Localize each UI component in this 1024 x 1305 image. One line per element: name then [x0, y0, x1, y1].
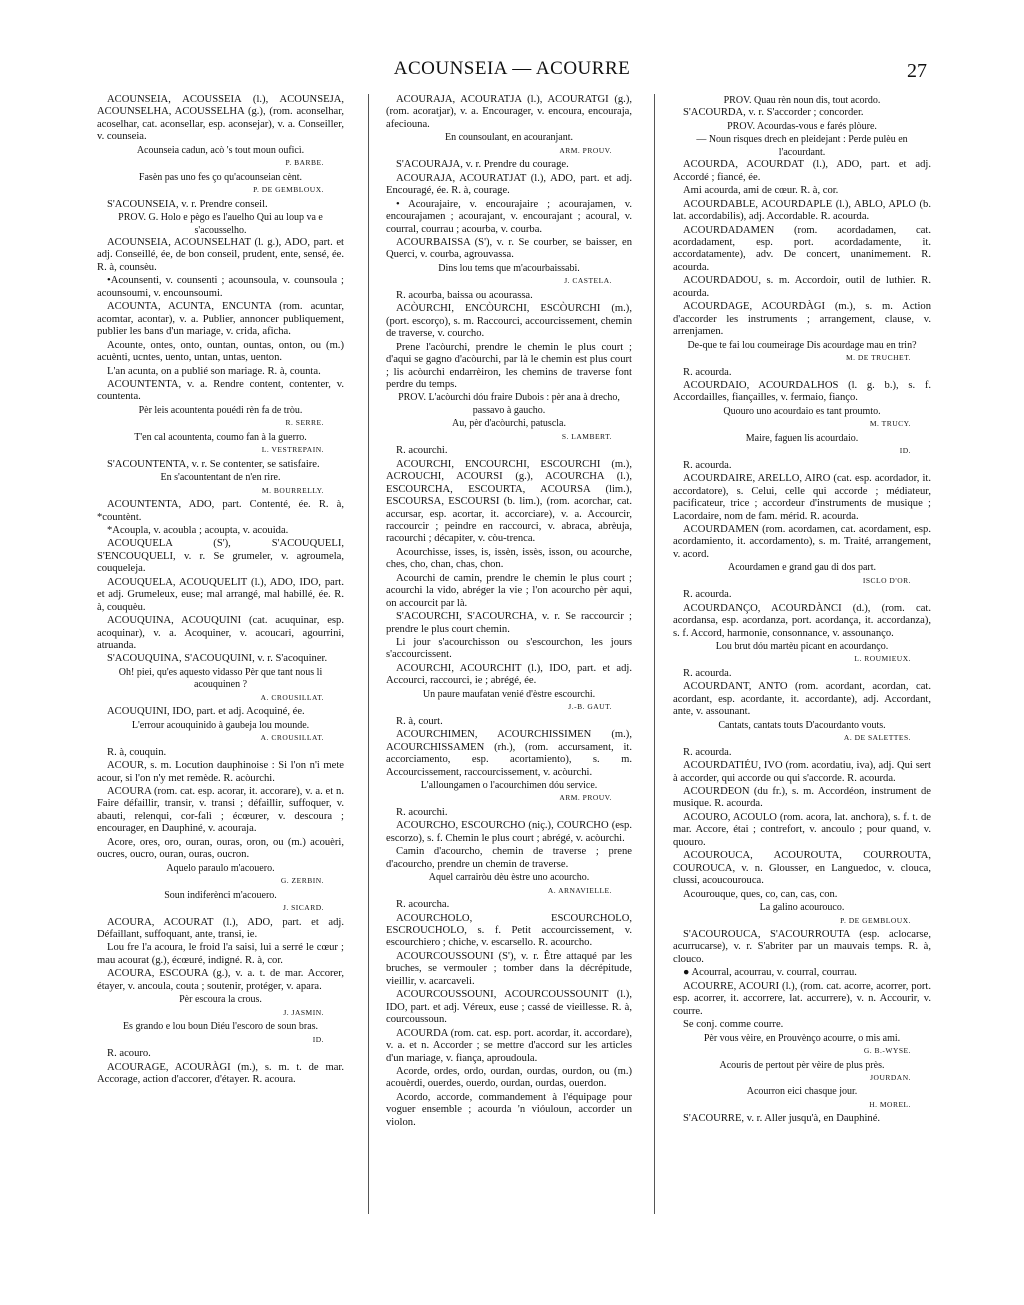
page-number: 27	[907, 60, 927, 82]
quotation: En counsoulant, en acouranjant.	[444, 132, 573, 144]
dictionary-entry: R. acourchi.	[396, 445, 448, 457]
quotation-attribution: A. ARNAVIELLE.	[547, 885, 612, 895]
column-1	[97, 94, 344, 1234]
dictionary-entry: ACOURBAISSA (S'), v. r. Se courber, se baisser, en Querci, v. courba, agrouvassa.	[386, 236, 632, 261]
dictionary-entry: ACOURA, ACOURAT (l.), ADO, part. et adj. Défaillant, suffoquant, ante, transi, ie.	[97, 916, 344, 940]
dictionary-columns	[97, 94, 933, 1244]
dictionary-entry: ACOURDAIO, ACOURDALHOS (l. g. b.), s. f. Accordailles, fiançailles, v. fermaio, fianço.	[673, 379, 931, 404]
dictionary-entry: S'ACOUROUCA, S'ACOURROUTA (esp. aclocarse, acurrucarse), v. r. S'abriter par un mauvais temps. R. à, clouco.	[673, 929, 931, 965]
dictionary-entry: R. acourchi.	[396, 806, 448, 818]
dictionary-entry: •Acounsenti, v. counsenti ; acounsoula, v. counsoula ; acounsoumi, v. encounsoumi.	[97, 275, 344, 299]
dictionary-entry: ACOUNTENTA, v. a. Rendre content, contenter, v. countenta.	[97, 378, 344, 403]
quotation-attribution: JOURDAN.	[870, 1072, 911, 1082]
quotation-attribution: L. VESTREPAIN.	[261, 445, 324, 455]
quotation: Maire, faguen lis acourdaio.	[745, 432, 859, 444]
quotation-attribution: J. SICARD.	[282, 903, 324, 913]
quotation: PROV. Quau rèn noun dis, tout acordo.	[723, 95, 881, 106]
quotation: Pèr leis acountenta pouédi rèn fa de tròu.	[138, 404, 303, 416]
dictionary-entry: R. acourda.	[683, 589, 732, 601]
quotation: Quouro uno acourdaio es tant proumto.	[723, 405, 881, 417]
dictionary-entry: ACOURDADAMEN (rom. acordadamen, cat. acordadament, esp. port. acordadamente, it. accordatamente), adv. De concert, unanimement. R. acourda.	[673, 224, 931, 273]
quotation: Au, pèr d'acòurchi, patuscla.	[452, 418, 566, 430]
dictionary-entry: R. acourda.	[683, 366, 732, 378]
quotation: Acourron eici chasque jour.	[746, 1086, 858, 1098]
dictionary-entry: ACOUQUINA, ACOUQUINI (cat. acuquinar, esp. acoquinar), v. a. Acoquiner, v. acoucari, agourrini, atruanda.	[97, 615, 344, 652]
dictionary-entry: • Acourajaire, v. encourajaire ; acourajamen, v. encourajamen ; acourajant, v. encourajant ; acoural, v. courral, courrau ; acourba, v. courba.	[386, 198, 632, 235]
dictionary-entry: R. à, couquin.	[107, 746, 167, 758]
dictionary-entry: R. acourba, baissa ou acourassa.	[396, 289, 533, 301]
quotation-attribution: A. DE SALETTES.	[843, 733, 911, 743]
dictionary-entry: S'ACOUNSEIA, v. r. Prendre conseil.	[107, 198, 268, 210]
quotation-attribution: J. CASTELA.	[564, 276, 612, 286]
dictionary-entry: ACOUQUINI, IDO, part. et adj. Acoquiné, ée.	[107, 706, 305, 718]
dictionary-entry: R. acourda.	[683, 667, 732, 679]
dictionary-entry: ACOURCOUSSOUNI (S'), v. r. Être attaqué par les bruches, se vermouler ; tomber dans la décrépitude, vieillir, v. acarcaveli.	[386, 950, 632, 987]
dictionary-entry: S'ACOURDA, v. r. S'accorder ; concorder.	[683, 107, 864, 119]
quotation: De-que te fai lou coumeirage Dis acourdage mau en trin?	[687, 339, 917, 351]
dictionary-entry: Se conj. comme courre.	[683, 1019, 784, 1031]
quotation-attribution: M. BOURRELLY.	[261, 485, 324, 495]
dictionary-entry: ACOURCHI, ACOURCHIT (l.), IDO, part. et adj. Accourci, raccourci, ie ; abrégé, ée.	[386, 662, 632, 687]
dictionary-entry: ● Acourral, acourrau, v. courral, courrau.	[683, 967, 857, 979]
dictionary-entry: R. à, court.	[396, 715, 443, 727]
dictionary-entry: ACOURCHIMEN, ACOURCHISSIMEN (m.), ACOURCHISSAMEN (rh.), (rom. accursament, it. accorciamento, esp. acortamiento), s. m. Accourcissement, raccourcissement, v. acòurchi.	[386, 729, 632, 778]
dictionary-entry: ACOURDAGE, ACOURDÀGI (m.), s. m. Action d'accorder les instruments ; arrangement, clause, v. arrenjamen.	[673, 301, 931, 338]
quotation-attribution: J.-B. GAUT.	[568, 702, 612, 712]
dictionary-entry: S'ACOURCHI, S'ACOURCHA, v. r. Se raccourcir ; prendre le plus court chemin.	[386, 611, 632, 635]
quotation: Pèr vous vèire, en Prouvènço acourre, o mis ami.	[703, 1032, 901, 1044]
dictionary-entry: R. acourda.	[683, 459, 732, 471]
quotation-attribution: ARM. PROUV.	[559, 793, 612, 803]
quotation: Aquelo paraulo m'acouero.	[166, 862, 275, 874]
dictionary-entry: ACOURDATIÉU, IVO (rom. acordatiu, iva), adj. Qui sert à accorder, qui accorde ou qui s'accorde. R. acourda.	[673, 760, 931, 784]
dictionary-entry: ACOUNSEIA, ACOUNSELHAT (l. g.), ADO, part. et adj. Conseillé, ée, de bon conseil, prudent, ente, sensé, ée. R. à, counsèu.	[97, 236, 344, 273]
dictionary-entry: S'ACOURRE, v. r. Aller jusqu'à, en Dauphiné.	[683, 1113, 881, 1125]
dictionary-entry: ACOURDADOU, s. m. Accordoir, outil de luthier. R. acourda.	[673, 275, 931, 299]
dictionary-entry: ACOURCHOLO, ESCOURCHOLO, ESCROUCHOLO, s. f. Petit accourcissement, v. escourchiero ; chiche, v. escarsello. R. acourcho.	[386, 912, 632, 949]
quotation: PROV. Acourdas-vous e farés plòure.	[727, 120, 877, 132]
dictionary-entry: Acourchi de camin, prendre le chemin le plus court ; acourchi la vido, abréger la vie ; l'on acourcho pèr aqui, on accourcit par là.	[386, 572, 632, 609]
column-2	[386, 94, 632, 1234]
dictionary-entry: Li jour s'acourchisson ou s'escourchon, les jours s'accourcissent.	[386, 637, 632, 661]
quotation: Pèr escoura la crous.	[179, 994, 262, 1006]
quotation-attribution: ARM. PROUV.	[559, 145, 612, 155]
dictionary-entry: Acordo, accorde, commandement à l'équipage pour voguer ensemble ; acourda 'n vióuloun, accorder un violon.	[386, 1091, 632, 1128]
dictionary-entry: Acorde, ordes, ordo, ourdan, ourdas, ourdon, ou (m.) acouèrdi, ouerdes, ouerdo, ourdan, ourdas, ouerdon.	[386, 1065, 632, 1090]
quotation: Aquel carrairòu dèu èstre uno acourcho.	[428, 872, 590, 884]
dictionary-entry: ACOURA (rom. cat. esp. acorar, it. accorare), v. a. et n. Faire défaillir, transir, v. transi ; défaillir, suffoquer, v. abauti, relenqui, cor-falì ; écœurer, v. descoura ; encourager, en Dauphiné, v. acouraja.	[97, 786, 344, 835]
quotation: Acouris de pertout pèr vèire de plus près.	[719, 1059, 885, 1071]
dictionary-entry: S'ACOURAJA, v. r. Prendre du courage.	[396, 159, 569, 171]
dictionary-entry: ACOURDAIRE, ARELLO, AIRO (cat. esp. acordador, it. accordatore), s. Celui, celle qui accorde ; médiateur, pacificateur, trice ; accordeur d'instruments de musique ; Lacordaire, nom de fam. mérid. R. acourda.	[673, 473, 931, 522]
dictionary-entry: Camin d'acourcho, chemin de traverse ; prene d'acourcho, prendre un chemin de traverse.	[386, 846, 632, 870]
quotation: Es grando e lou boun Diéu l'escoro de soun bras.	[122, 1021, 319, 1033]
dictionary-entry: ACOUNTA, ACUNTA, ENCUNTA (rom. acuntar, acomtar, acontar), v. a. Publier, annoncer publiquement, publier les bans d'un mariage, v. crida, aficha.	[97, 301, 344, 338]
dictionary-entry: ACOUQUELA, ACOUQUELIT (l.), ADO, IDO, part. et adj. Grumeleux, euse; mal arrangé, mal habillé, ée. R. à, couquèu.	[97, 576, 344, 613]
dictionary-entry: ACOUNTENTA, ADO, part. Contenté, ée. R. à, *countènt.	[97, 499, 344, 523]
dictionary-entry: Acounte, ontes, onto, ountan, ountas, onton, ou (m.) acuènti, ucntes, uento, untan, untas, uenton.	[97, 339, 344, 364]
dictionary-entry: ACOURCHO, ESCOURCHO (niç.), COURCHO (esp. escorzo), s. f. Chemin le plus court ; abrégé, v. acòurchi.	[386, 820, 632, 844]
quotation: PROV. G. Holo e pègo es l'auelho Qui au loup va e s'acousselho.	[118, 212, 323, 236]
quotation: Dins lou tems que m'acourbaissabi.	[438, 262, 580, 274]
quotation: L'errour acouquinido à gaubeja lou mounde.	[131, 719, 310, 731]
quotation: Un paure maufatan venié d'èstre escourchi.	[422, 688, 596, 700]
dictionary-entry: S'ACOUNTENTA, v. r. Se contenter, se satisfaire.	[107, 458, 320, 470]
quotation: Acounseia cadun, acò 's tout moun ouficì.	[136, 144, 305, 156]
quotation-attribution: S. LAMBERT.	[561, 431, 612, 441]
column-divider	[368, 94, 369, 1214]
quotation: En s'acountentant de n'en rire.	[160, 472, 281, 484]
quotation: PROV. L'acòurchi dóu fraire Dubois : pèr ana à drecho, passavo à gaucho.	[398, 392, 620, 416]
dictionary-entry: R. acouro.	[107, 1048, 151, 1060]
dictionary-entry: ACOURDA (rom. cat. esp. port. acordar, it. accordare), v. a. et n. Accorder ; se mettre d'accord sur les articles d'un mariage, v. fiança, aproudoula.	[386, 1027, 632, 1064]
dictionary-entry: ACOURRE, ACOURI (l.), (rom. cat. acorre, acorrer, port. esp. acorrer, it. accorrere, lat. accurrere), v. n. Accourir, v. courre.	[673, 980, 931, 1017]
dictionary-entry: ACOUR, s. m. Locution dauphinoise : Si l'on n'i mete acour, si l'on n'y met remède. R. acòurchi.	[97, 760, 344, 784]
dictionary-entry: ACOUROUCA, ACOUROUTA, COURROUTA, COUROUCA, v. n. Glousser, en Languedoc, v. clouca, clussi, acoucourouca.	[673, 850, 931, 887]
dictionary-entry: L'an acunta, on a publié son mariage. R. à, counta.	[107, 365, 321, 377]
dictionary-entry: R. acourda.	[683, 746, 732, 758]
quotation-attribution: P. DE GEMBLOUX.	[253, 185, 324, 195]
dictionary-entry: S'ACOUQUINA, S'ACOUQUINI, v. r. S'acoquiner.	[107, 653, 328, 665]
quotation: La galino acourouco.	[759, 902, 845, 914]
page-header	[0, 58, 1024, 88]
dictionary-entry: Prene l'acòurchi, prendre le chemin le plus court ; d'aqui se gagno d'acòurchi, par là le chemin est plus court ; lis acòurchi endarrèiron, les chemins de traverse font perdre du temps.	[386, 341, 632, 390]
dictionary-entry: ACOURAJA, ACOURATJA (l.), ACOURATGI (g.), (rom. acoratjar), v. a. Encourager, v. encoura, encouraja, afeciouna.	[386, 94, 632, 130]
quotation-attribution: J. JASMIN.	[283, 1007, 324, 1017]
dictionary-entry: ACOURDANT, ANTO (rom. acordant, acordan, cat. acordant, esp. acordante, it. accordante), adj. Accordant, ante, v. assounant.	[673, 681, 931, 718]
quotation: Soun indiferènci m'acouero.	[164, 889, 277, 901]
quotation-attribution: ID.	[312, 1034, 324, 1044]
dictionary-entry: Acourouque, ques, co, can, cas, con.	[683, 888, 838, 900]
dictionary-entry: ACOURDANÇO, ACOURDÀNCI (d.), (rom. cat. acordansa, esp. acordanza, port. acordança, it. accordanza), s. f. Accord, harmonie, consonnance, v. assounanço.	[673, 602, 931, 639]
quotation-attribution: L. ROUMIEUX.	[854, 654, 911, 664]
dictionary-entry: ACOURCOUSSOUNI, ACOURCOUSSOUNIT (l.), IDO, part. et adj. Véreux, euse ; cassé de vieillesse. R. à, courcoussoun.	[386, 989, 632, 1026]
dictionary-entry: *Acoupla, v. acoubla ; acoupta, v. acouida.	[107, 524, 289, 536]
quotation: T'en cal acountenta, coumo fan à la guerro.	[134, 431, 307, 443]
quotation-attribution: ISCLO D'OR.	[862, 575, 911, 585]
column-3	[673, 94, 931, 1234]
running-head: ACOUNSEIA — ACOURRE	[393, 58, 631, 79]
dictionary-entry: Acore, ores, oro, ouran, ouras, oron, ou (m.) acouèri, oucres, oucro, ouran, ouras, oucron.	[97, 836, 344, 861]
dictionary-entry: ACOURDEON (du fr.), s. m. Accordéon, instrument de musique. R. acourda.	[673, 786, 931, 810]
quotation-attribution: M. TRUCY.	[869, 419, 911, 429]
quotation-attribution: G. B.-WYSE.	[863, 1046, 911, 1056]
quotation: Cantats, cantats touts D'acourdanto vouts.	[718, 719, 886, 731]
dictionary-entry: ACOUNSEIA, ACOUSSEIA (l.), ACOUNSEJA, ACOUNSELHA, ACOUSSELHA (g.), (rom. aconselhar, acoselhar, cat. aconsellar, esp. aconsejar), v. a. Conseiller, v. counseia.	[97, 94, 344, 143]
dictionary-entry: ACÒURCHI, ENCÒURCHI, ESCÒURCHI (m.), (port. escorço), s. m. Raccourci, accourcissement, chemin de traverse, v. courcho.	[386, 303, 632, 340]
quotation-attribution: ID.	[899, 446, 911, 456]
dictionary-entry: ACOURAGE, ACOURÀGI (m.), s. m. t. de mar. Accorage, action d'accorer, d'étayer. R. acoura.	[97, 1061, 344, 1085]
quotation-attribution: G. ZERBIN.	[280, 876, 324, 886]
dictionary-entry: R. acourcha.	[396, 899, 450, 911]
quotation-attribution: H. MOREL.	[869, 1099, 911, 1109]
dictionary-entry: ACOURDA, ACOURDAT (l.), ADO, part. et adj. Accordé ; fiancé, ée.	[673, 159, 931, 183]
quotation-attribution: A. CROUSILLAT.	[260, 692, 324, 702]
quotation: Oh! piei, qu'es aquesto vidasso Pèr que tant nous li acouquinen ?	[118, 666, 323, 691]
dictionary-entry: Ami acourda, ami de cœur. R. à, cor.	[683, 185, 839, 197]
dictionary-entry: ACOURCHI, ENCOURCHI, ESCOURCHI (m.), ACROUCHI, ACOURSI (g.), ACOURCHA (l.), ESCOURCHA, ESCOURTA, ACOURSA (lim.), ESCOURSA, ESCOURSI (b. lim.), (rom. acorchar, cat. accursar, esp. acortar, it. accorciare), v. a. Accourcir, raccourcir ; peindre en raccourci, v. abraca, abrèuja, racourchi ; décapiter, v. còu-trenca.	[386, 458, 632, 545]
dictionary-entry: ACOURA, ESCOURA (g.), v. a. t. de mar. Accorer, étayer, v. ancoula, couta ; soutenir, protéger, v. apara.	[97, 968, 344, 992]
dictionary-entry: Acourchisse, isses, is, issèn, issès, isson, ou acourche, ches, cho, chan, chas, chon.	[386, 546, 632, 571]
quotation: Acourdamen e grand gau di dos part.	[727, 562, 876, 574]
quotation: L'alloungamen o l'acourchimen dóu service.	[420, 780, 598, 792]
quotation: Lou brut dóu martèu picant en acourdanço.	[715, 641, 889, 653]
dictionary-entry: ACOURO, ACOULO (rom. acora, lat. anchora), s. f. t. de mar. Accore, étai ; contrefort, v. ancoulo ; pour quand, v. quouro.	[673, 811, 931, 848]
dictionary-entry: ACOUQUELA (S'), S'ACOUQUELI, S'ENCOUQUELI, v. r. Se grumeler, v. agroumela, couqueleja.	[97, 538, 344, 575]
quotation-attribution: R. SERRE.	[285, 418, 324, 428]
quotation-attribution: P. DE GEMBLOUX.	[840, 915, 911, 925]
dictionary-entry: ACOURAJA, ACOURATJAT (l.), ADO, part. et adj. Encouragé, ée. R. à, courage.	[386, 172, 632, 197]
quotation-attribution: P. BARBE.	[285, 158, 324, 168]
quotation-attribution: A. CROUSILLAT.	[260, 733, 324, 743]
quotation-attribution: M. DE TRUCHET.	[845, 353, 911, 363]
quotation: — Noun risques drech en pleidejant : Perde pulèu en l'acourdant.	[696, 134, 908, 158]
quotation: Fasèn pas uno fes ço qu'acounseian cènt.	[138, 171, 303, 183]
dictionary-entry: ACOURDAMEN (rom. acordamen, cat. acordament, esp. acordamiento, it. accordamento), s. m. Traité, arrangement, v. acord.	[673, 523, 931, 560]
dictionary-entry: Lou fre l'a acoura, le froid l'a saisi, lui a serré le cœur ; mau acourat (g.), écœuré, indigné. R. à, cor.	[97, 942, 344, 966]
dictionary-entry: ACOURDABLE, ACOURDAPLE (l.), ABLO, APLO (b. lat. accordabilis), adj. Accordable. R. acourda.	[673, 198, 931, 223]
column-divider	[654, 94, 655, 1214]
